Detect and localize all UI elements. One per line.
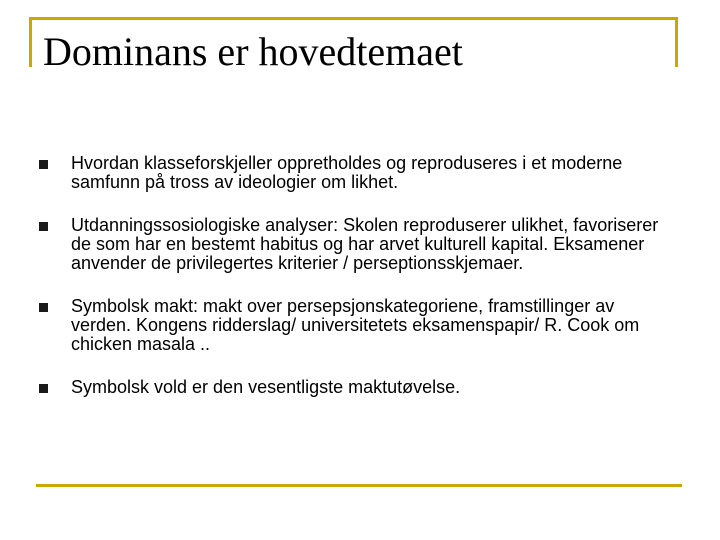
top-accent-line xyxy=(29,17,678,20)
bottom-accent-line xyxy=(36,484,682,487)
bullet-item xyxy=(39,154,679,192)
square-bullet-icon xyxy=(39,222,48,231)
bullet-text: Utdanningssosiologiske analyser: Skolen reproduserer ulikhet, favoriserer de som har en bestemt habitus og har arvet kulturell kapital. Eksamener anvender de privilegertes kriterier / perseptionsskjemaer. xyxy=(71,215,659,273)
square-bullet-icon xyxy=(39,384,48,393)
bullet-item xyxy=(39,297,679,354)
bullet-text: Symbolsk makt: makt over persepsjonskategoriene, framstillinger av verden. Kongens ridderslag/ universitetets eksamenspapir/ R. Cook om chicken masala .. xyxy=(71,296,640,354)
bullet-item xyxy=(39,216,679,273)
bullet-text: Symbolsk vold er den vesentligste maktutøvelse. xyxy=(71,377,461,397)
slide-title: Dominans er hovedtemaet xyxy=(43,29,463,74)
bullet-list xyxy=(39,154,679,421)
bullet-text: Hvordan klasseforskjeller oppretholdes og reproduseres i et moderne samfunn på tross av ideologier om likhet. xyxy=(71,153,623,192)
square-bullet-icon xyxy=(39,160,48,169)
right-accent-line xyxy=(675,17,678,67)
bullet-item xyxy=(39,378,679,397)
left-accent-line xyxy=(29,17,32,67)
square-bullet-icon xyxy=(39,303,48,312)
